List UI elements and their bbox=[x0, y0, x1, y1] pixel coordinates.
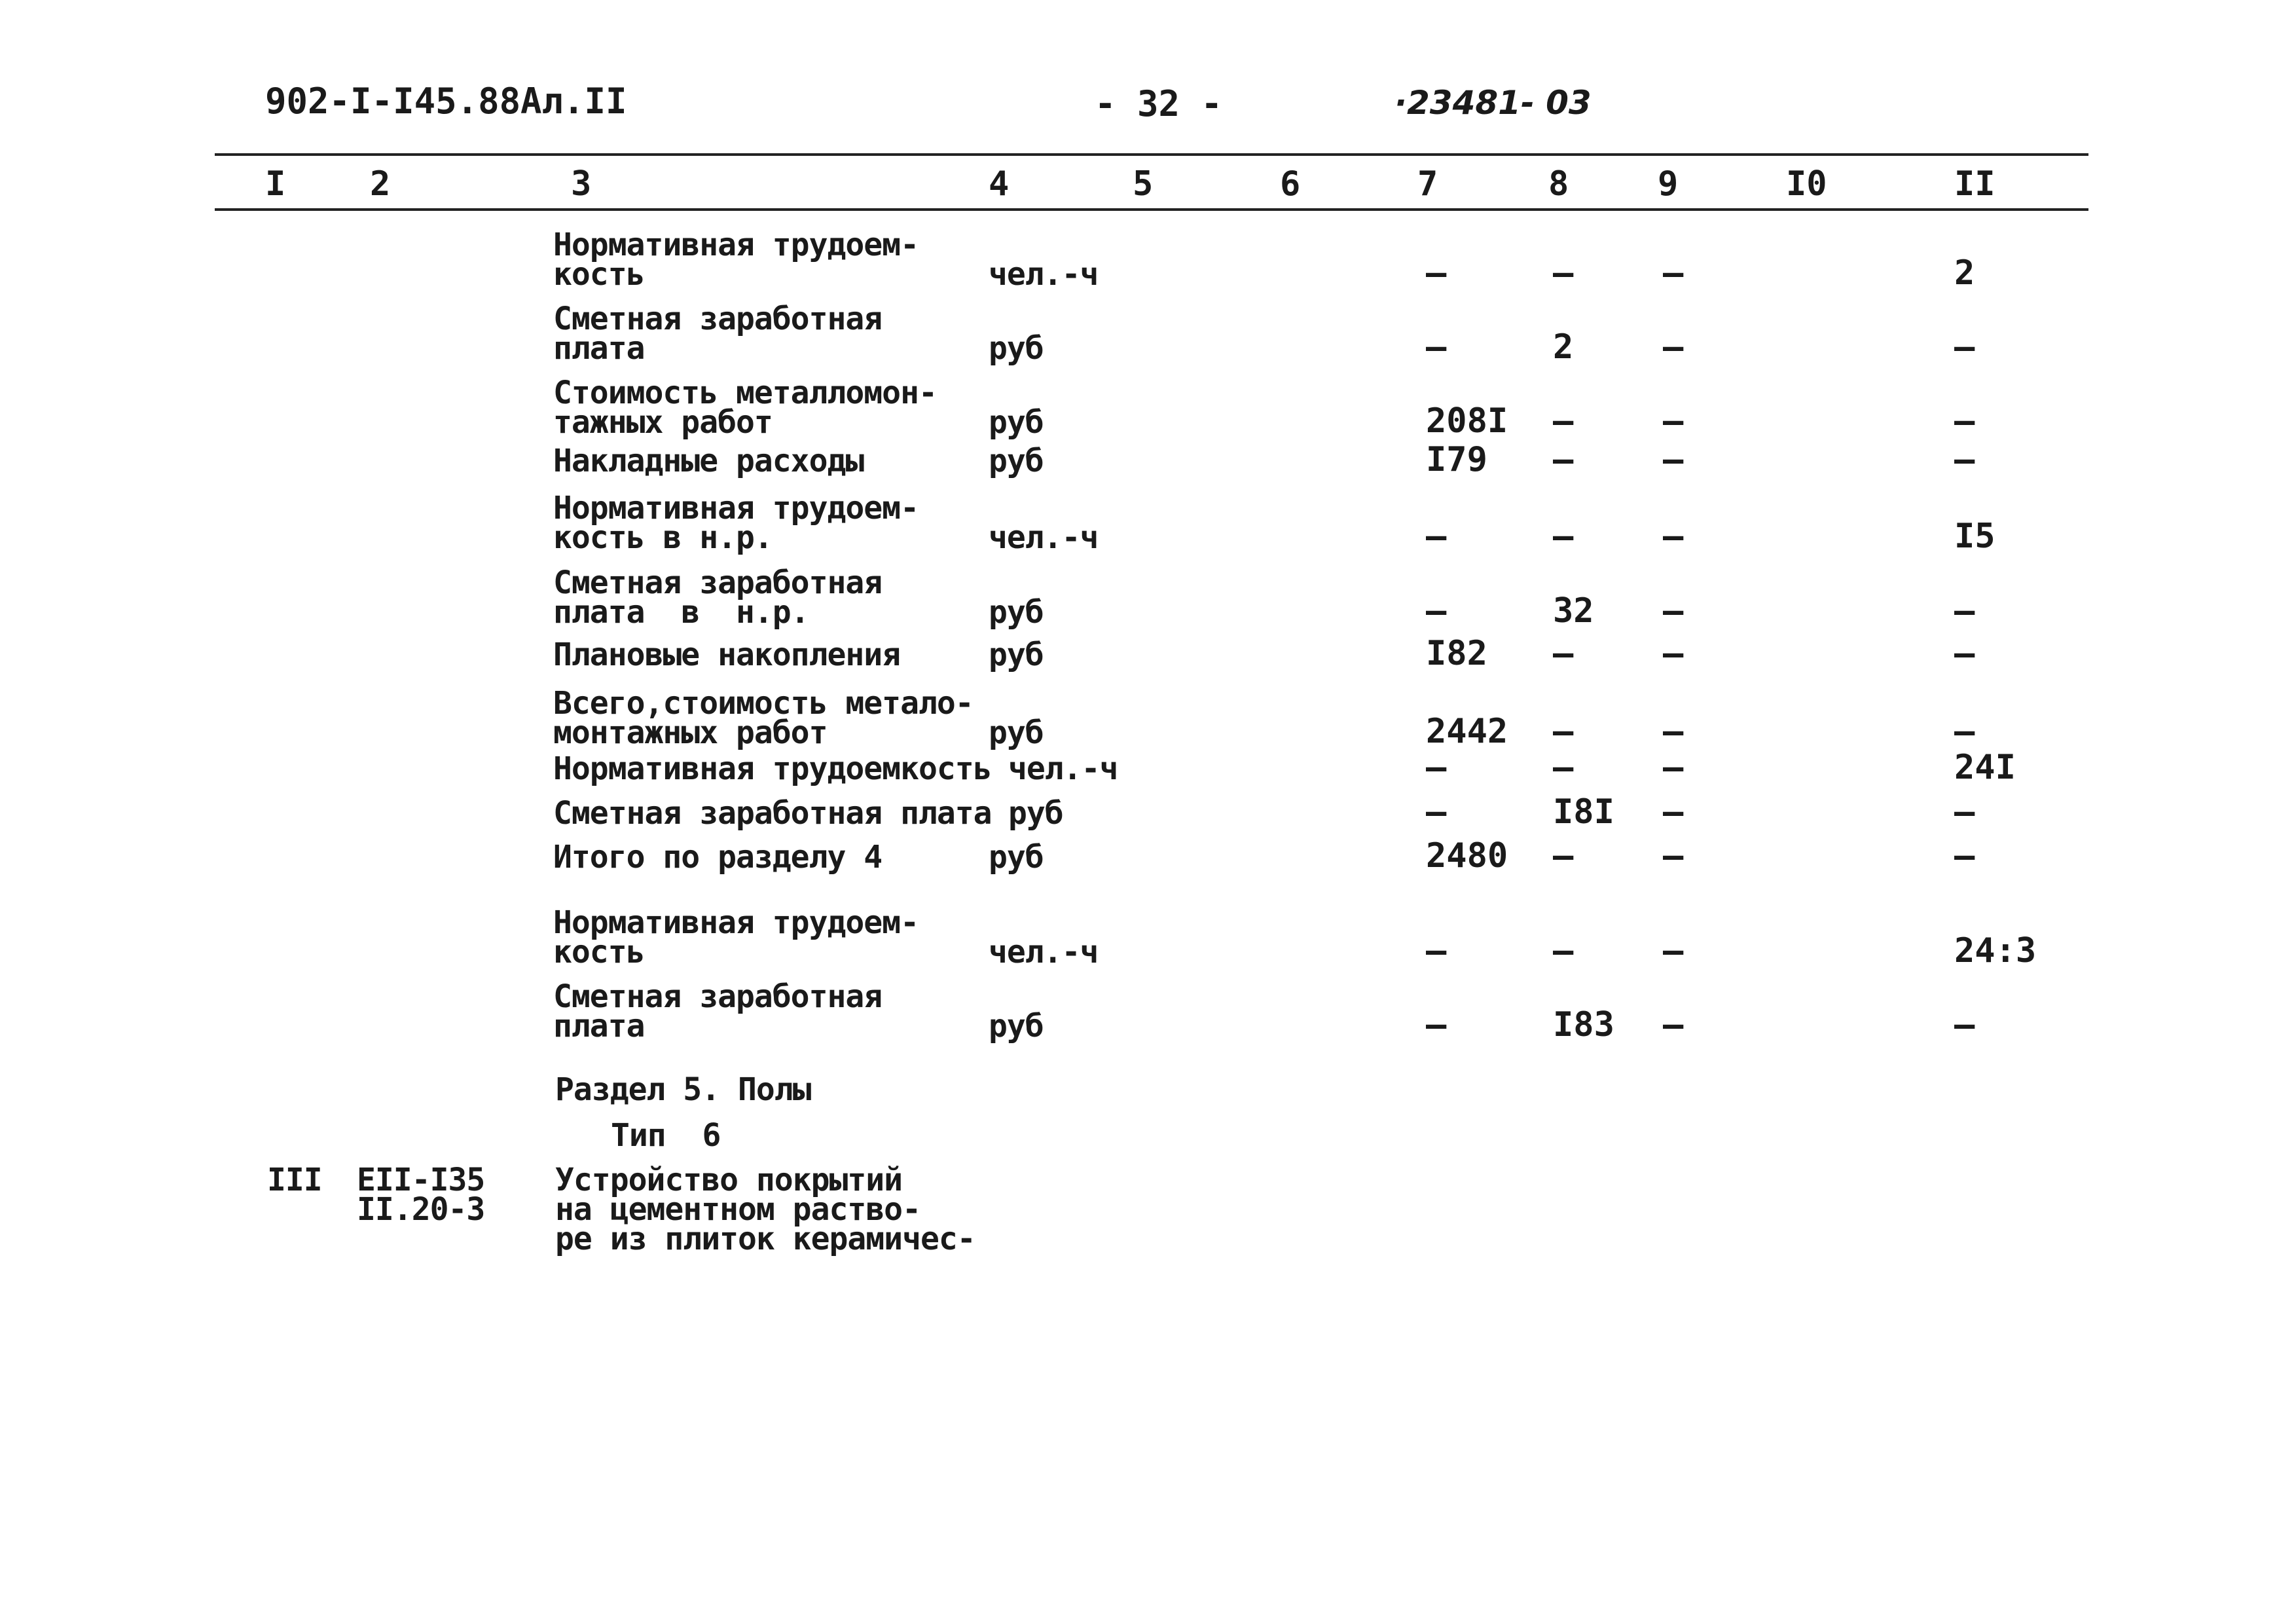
item-code-line: II.20-3 bbox=[357, 1191, 485, 1228]
cell-col8: – bbox=[1553, 517, 1574, 556]
handwritten-number: ·23481- 03 bbox=[1394, 84, 1592, 122]
cell-col8: – bbox=[1553, 634, 1574, 673]
row-name-line: Накладные расходы bbox=[553, 443, 864, 479]
cell-col8: I8I bbox=[1553, 792, 1614, 832]
cell-col7: I82 bbox=[1426, 634, 1487, 673]
cell-col9: – bbox=[1663, 440, 1684, 479]
row-unit: чел.-ч bbox=[989, 256, 1099, 293]
cell-col7: – bbox=[1426, 327, 1447, 367]
row-name-line: Нормативная трудоемкость bbox=[553, 750, 992, 787]
item-number: III bbox=[267, 1162, 322, 1198]
cell-col9: – bbox=[1663, 792, 1684, 832]
row-name-line: Сметная заработная bbox=[553, 564, 883, 601]
row-unit: чел.-ч bbox=[989, 934, 1099, 970]
row-name-line: Сметная заработная плата bbox=[553, 795, 992, 832]
row-name-line: кость в н.р. bbox=[553, 519, 773, 556]
type-label: Тип 6 bbox=[611, 1117, 721, 1154]
cell-col8: 32 bbox=[1553, 591, 1594, 631]
cell-col9: – bbox=[1663, 1005, 1684, 1044]
row-name-line: Нормативная трудоем- bbox=[553, 904, 919, 941]
cell-col7: – bbox=[1426, 1005, 1447, 1044]
table-top-rule bbox=[215, 153, 2088, 156]
row-name-line: плата bbox=[553, 330, 645, 367]
column-header: 3 bbox=[571, 164, 592, 204]
cell-col9: – bbox=[1663, 591, 1684, 631]
column-header: 5 bbox=[1133, 164, 1154, 204]
row-unit: руб bbox=[989, 404, 1044, 441]
item-code-line: EII-I35 bbox=[357, 1162, 485, 1198]
cell-col7: – bbox=[1426, 748, 1447, 787]
row-name-line: плата bbox=[553, 1008, 645, 1044]
column-header: 4 bbox=[989, 164, 1010, 204]
cell-col8: – bbox=[1553, 836, 1574, 876]
row-name-line: Стоимость металломон- bbox=[553, 375, 937, 411]
cell-col11: – bbox=[1954, 836, 1975, 876]
cell-col8: – bbox=[1553, 253, 1574, 293]
row-unit: руб bbox=[989, 839, 1044, 876]
cell-col11: – bbox=[1954, 712, 1975, 751]
column-header: I bbox=[265, 164, 286, 204]
item-desc-line: Устройство покрытий bbox=[555, 1162, 903, 1198]
item-desc-line: на цементном раство- bbox=[555, 1191, 920, 1228]
cell-col11: I5 bbox=[1954, 517, 1995, 556]
cell-col11: 24:3 bbox=[1954, 931, 2037, 970]
row-unit: руб bbox=[1008, 795, 1063, 832]
column-header: 7 bbox=[1417, 164, 1438, 204]
row-unit: чел.-ч bbox=[1008, 750, 1118, 787]
cell-col7: I79 bbox=[1426, 440, 1487, 479]
row-name-line: Итого по разделу 4 bbox=[553, 839, 883, 876]
column-header: 2 bbox=[370, 164, 391, 204]
row-name-line: Сметная заработная bbox=[553, 301, 883, 337]
cell-col8: 2 bbox=[1553, 327, 1574, 367]
page-number: - 32 - bbox=[1095, 83, 1223, 124]
cell-col11: – bbox=[1954, 327, 1975, 367]
cell-col9: – bbox=[1663, 253, 1684, 293]
item-desc-line: ре из плиток керамичес- bbox=[555, 1221, 975, 1257]
section-title: Раздел 5. Полы bbox=[555, 1071, 811, 1108]
cell-col11: – bbox=[1954, 792, 1975, 832]
cell-col9: – bbox=[1663, 748, 1684, 787]
cell-col11: – bbox=[1954, 401, 1975, 441]
cell-col7: – bbox=[1426, 931, 1447, 970]
column-header: 8 bbox=[1548, 164, 1569, 204]
cell-col9: – bbox=[1663, 401, 1684, 441]
cell-col9: – bbox=[1663, 517, 1684, 556]
cell-col7: – bbox=[1426, 517, 1447, 556]
row-unit: руб bbox=[989, 714, 1044, 751]
row-name-line: Всего,стоимость метало- bbox=[553, 685, 974, 722]
row-unit: руб bbox=[989, 443, 1044, 479]
row-unit: руб bbox=[989, 637, 1044, 673]
doc-code: 902-I-I45.88 bbox=[265, 81, 521, 122]
cell-col8: – bbox=[1553, 931, 1574, 970]
row-name-line: кость bbox=[553, 934, 645, 970]
table-header-rule bbox=[215, 208, 2088, 211]
row-name-line: кость bbox=[553, 256, 645, 293]
cell-col9: – bbox=[1663, 836, 1684, 876]
cell-col9: – bbox=[1663, 327, 1684, 367]
column-header: 9 bbox=[1658, 164, 1679, 204]
cell-col8: – bbox=[1553, 748, 1574, 787]
row-name-line: Плановые накопления bbox=[553, 637, 901, 673]
cell-col11: – bbox=[1954, 634, 1975, 673]
cell-col9: – bbox=[1663, 931, 1684, 970]
cell-col7: – bbox=[1426, 253, 1447, 293]
cell-col7: 2442 bbox=[1426, 712, 1508, 751]
cell-col11: 24I bbox=[1954, 748, 2016, 787]
cell-col8: – bbox=[1553, 712, 1574, 751]
row-unit: руб bbox=[989, 594, 1044, 631]
cell-col9: – bbox=[1663, 634, 1684, 673]
cell-col7: – bbox=[1426, 792, 1447, 832]
cell-col11: 2 bbox=[1954, 253, 1975, 293]
row-name-line: плата в н.р. bbox=[553, 594, 809, 631]
row-name-line: Нормативная трудоем- bbox=[553, 490, 919, 526]
cell-col7: 208I bbox=[1426, 401, 1508, 441]
column-header: 6 bbox=[1280, 164, 1301, 204]
cell-col9: – bbox=[1663, 712, 1684, 751]
cell-col11: – bbox=[1954, 1005, 1975, 1044]
row-name-line: Сметная заработная bbox=[553, 978, 883, 1015]
cell-col7: – bbox=[1426, 591, 1447, 631]
cell-col8: I83 bbox=[1553, 1005, 1614, 1044]
album-label: Ал.II bbox=[520, 81, 627, 122]
cell-col11: – bbox=[1954, 440, 1975, 479]
column-header: I0 bbox=[1786, 164, 1827, 204]
row-unit: руб bbox=[989, 330, 1044, 367]
cell-col7: 2480 bbox=[1426, 836, 1508, 876]
cell-col11: – bbox=[1954, 591, 1975, 631]
column-header: II bbox=[1954, 164, 1995, 204]
row-name-line: Нормативная трудоем- bbox=[553, 227, 919, 263]
row-unit: руб bbox=[989, 1008, 1044, 1044]
row-name-line: тажных работ bbox=[553, 404, 773, 441]
cell-col8: – bbox=[1553, 440, 1574, 479]
cell-col8: – bbox=[1553, 401, 1574, 441]
row-name-line: монтажных работ bbox=[553, 714, 828, 751]
row-unit: чел.-ч bbox=[989, 519, 1099, 556]
